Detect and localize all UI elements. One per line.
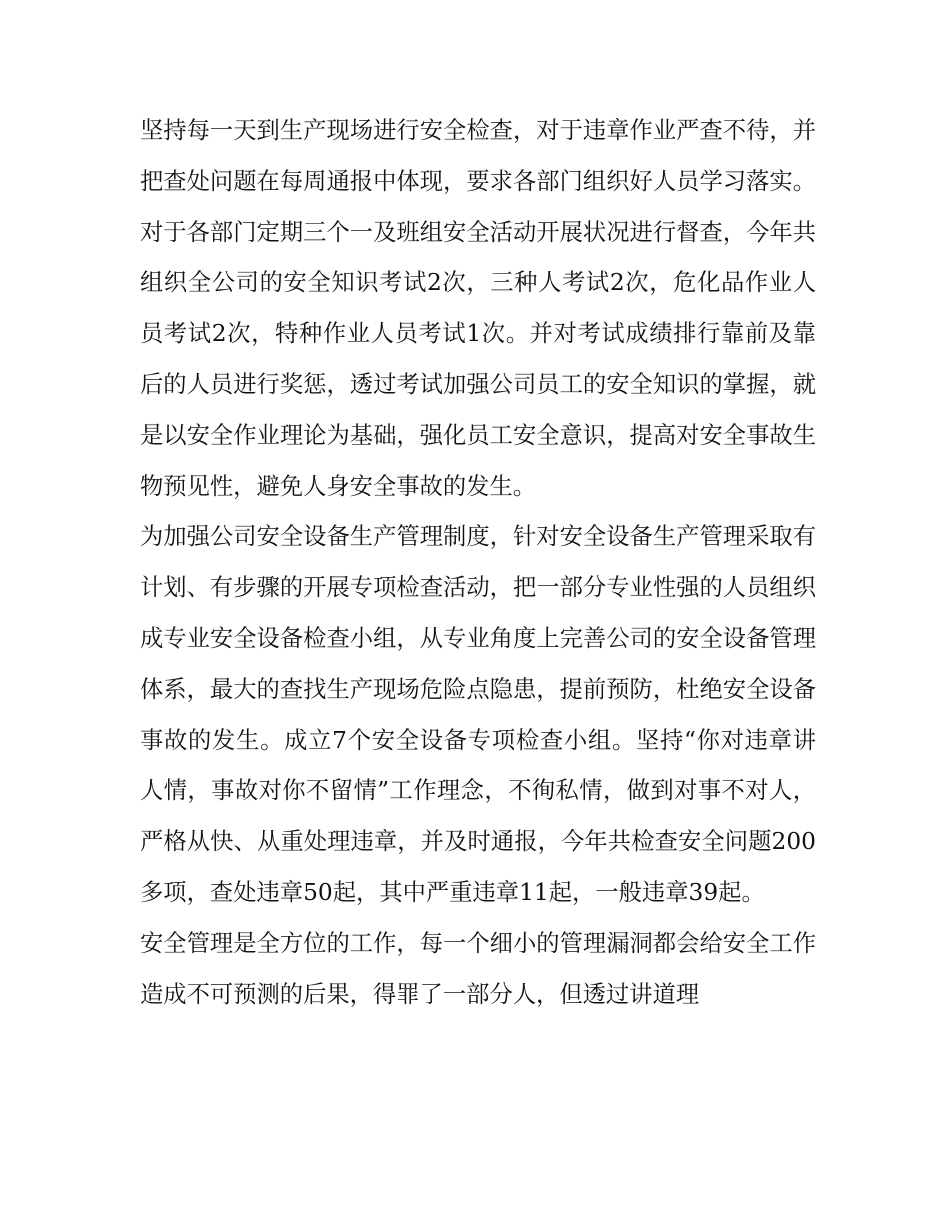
- document-body: [140, 106, 816, 1020]
- paragraph-equipment-management: 为加强公司安全设备生产管理制度，针对安全设备生产管理采取有计划、有步骤的开展专项检查活动，把一部分专业性强的人员组织成专业安全设备检查小组，从专业角度上完善公司的安全设备管理体系，最大的查找生产现场危险点隐患，提前预防，杜绝安全设备事故的发生。成立7个安全设备专项检查小组。坚持“你对违章讲人情，事故对你不留情”工作理念，不徇私情，做到对事不对人，严格从快、从重处理违章，并及时通报，今年共检查安全问题200多项，查处违章50起，其中严重违章11起，一般违章39起。: [140, 523, 816, 906]
- paragraph-safety-management: 安全管理是全方位的工作，每一个细小的管理漏洞都会给安全工作造成不可预测的后果，得罪了一部分人，但透过讲道理: [140, 929, 816, 1008]
- paragraph-safety-inspection: 坚持每一天到生产现场进行安全检查，对于违章作业严查不待，并把查处问题在每周通报中体现，要求各部门组织好人员学习落实。对于各部门定期三个一及班组安全活动开展状况进行督查，今年共组织全公司的安全知识考试2次，三种人考试2次，危化品作业人员考试2次，特种作业人员考试1次。并对考试成绩排行靠前及靠后的人员进行奖惩，透过考试加强公司员工的安全知识的掌握，就是以安全作业理论为基础，强化员工安全意识，提高对安全事故生物预见性，避免人身安全事故的发生。: [140, 117, 816, 500]
